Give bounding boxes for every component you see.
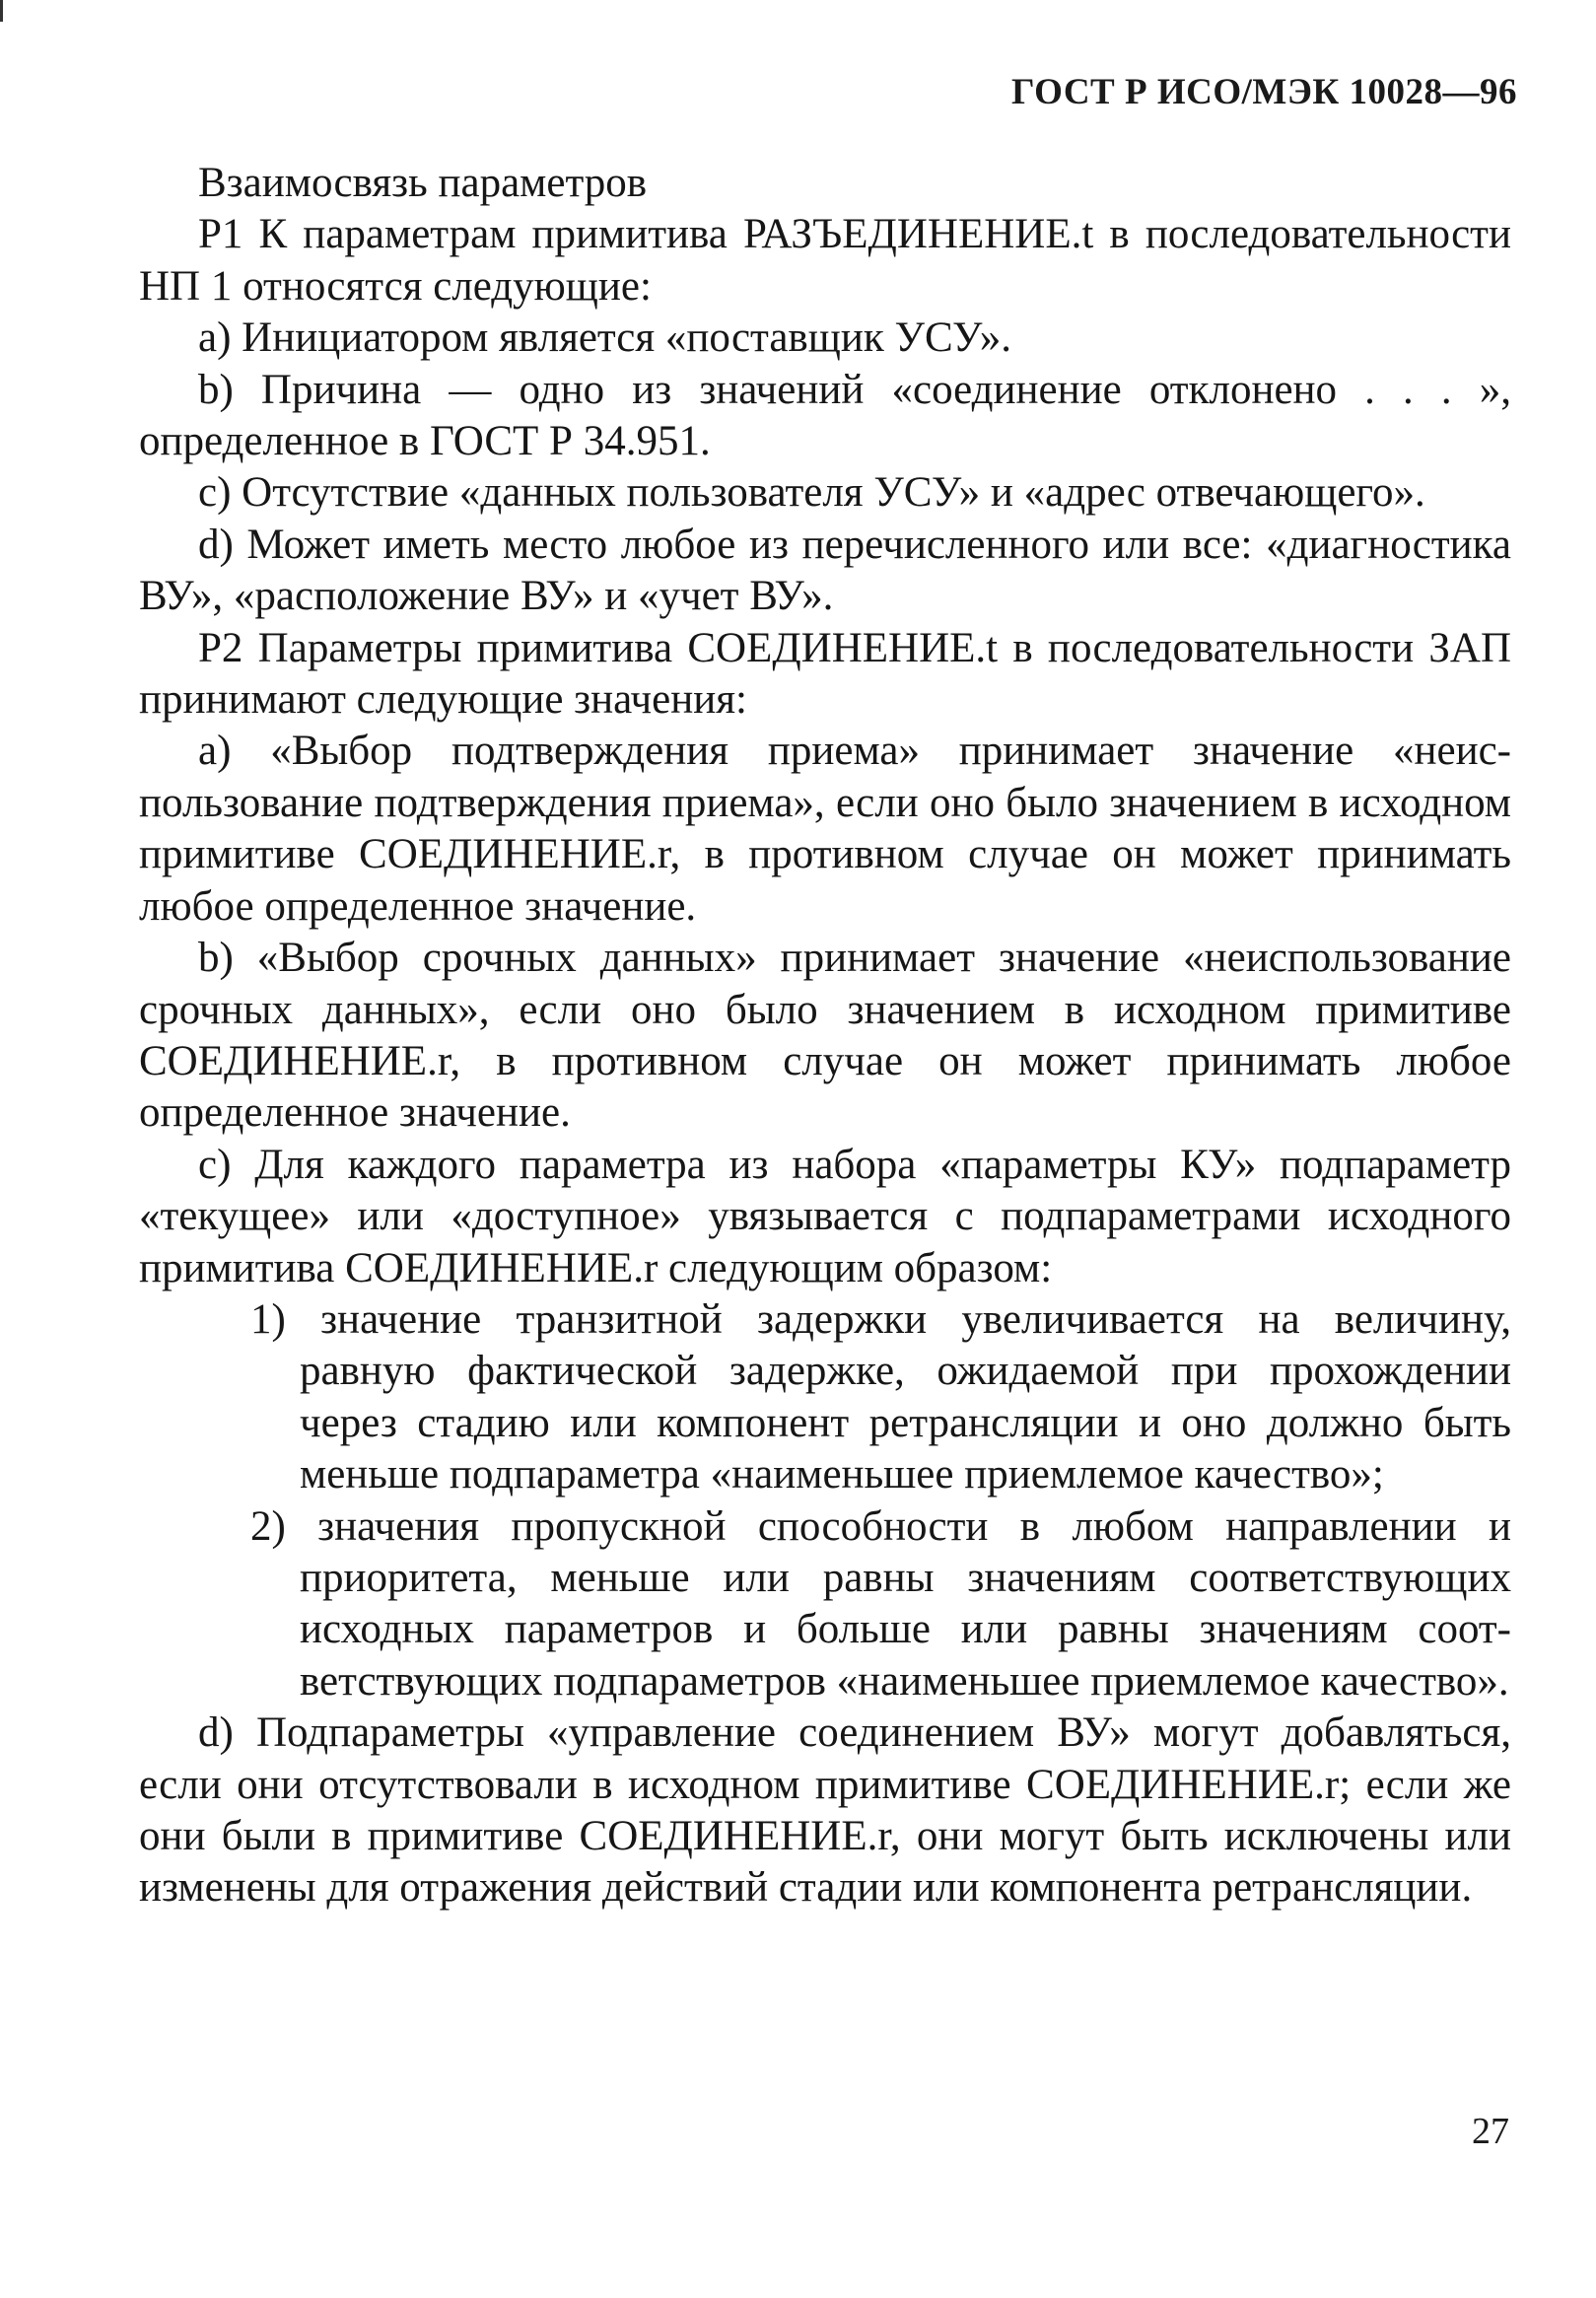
paragraph-p2: Р2 Параметры примитива СОЕДИНЕНИЕ.t в последовательности ЗАП принимают следующие значения: <box>139 624 1511 724</box>
list-item-1: 1) значение транзитной задержки увеличивается на величину, равную фактической задержке, ожидаемой при прохождении через стадию или компонент ретрансляции и оно должно быть меньше подпараметра «наименьшее приемлемое качество»; <box>250 1295 1511 1498</box>
paragraph-p2-b: b) «Выбор срочных данных» принимает значение «неиспользование срочных данных», если оно было значением в исходном примитиве СОЕДИНЕНИЕ.r, в противном случае он может принимать любое определенное значение. <box>139 935 1511 1137</box>
paragraph-p1-b: b) Причина — одно из значений «соединение отклонено . . . », определенное в ГОСТ Р 34.951. <box>139 366 1511 465</box>
paragraph-p2-c: с) Для каждого параметра из набора «параметры КУ» подпараметр «текущее» или «доступное» увязывается с подпараметрами исходного примитива СОЕДИНЕНИЕ.r следующим образом: <box>139 1141 1511 1291</box>
document-header: ГОСТ Р ИСО/МЭК 10028—96 <box>1010 72 1517 112</box>
paragraph-p1-d: d) Может иметь место любое из перечисленного или все: «диагностика ВУ», «расположение ВУ» и «учет ВУ». <box>139 521 1511 620</box>
paragraph-p1-a: а) Инициатором является «поставщик УСУ». <box>198 314 1012 362</box>
body-text <box>139 158 1511 1915</box>
page-number: 27 <box>1472 2111 1509 2152</box>
paragraph-p2-d: d) Подпараметры «управление соединением ВУ» могут добавляться, если они отсутствовали в исходном примитиве СОЕДИНЕНИЕ.r; если же они были в примитиве СОЕДИНЕНИЕ.r, они могут быть исключены или изменены для отражения действий стадии или компонента ретрансляции. <box>139 1709 1511 1912</box>
scan-corner-mark <box>0 0 3 22</box>
list-item-2: 2) значения пропускной способности в любом направлении и приоритета, меньше или равны значениям соответствующих исходных параметров и больше или равны значениям соответствующих подпараметров «наименьшее приемлемое качество». <box>250 1502 1511 1705</box>
paragraph-p1: Р1 К параметрам примитива РАЗЪЕДИНЕНИЕ.t в последовательности НП 1 относятся следующие: <box>139 211 1511 310</box>
paragraph-heading: Взаимосвязь параметров <box>198 160 648 206</box>
paragraph-p1-c: с) Отсутствие «данных пользователя УСУ» и «адрес отвечающего». <box>198 469 1425 517</box>
paragraph-p2-a: а) «Выбор подтверждения приема» принимает значение «неиспользование подтверждения приема», если оно было значением в исходном примитиве СОЕДИНЕНИЕ.r, в противном случае он может принимать любое определенное значение. <box>139 728 1511 930</box>
